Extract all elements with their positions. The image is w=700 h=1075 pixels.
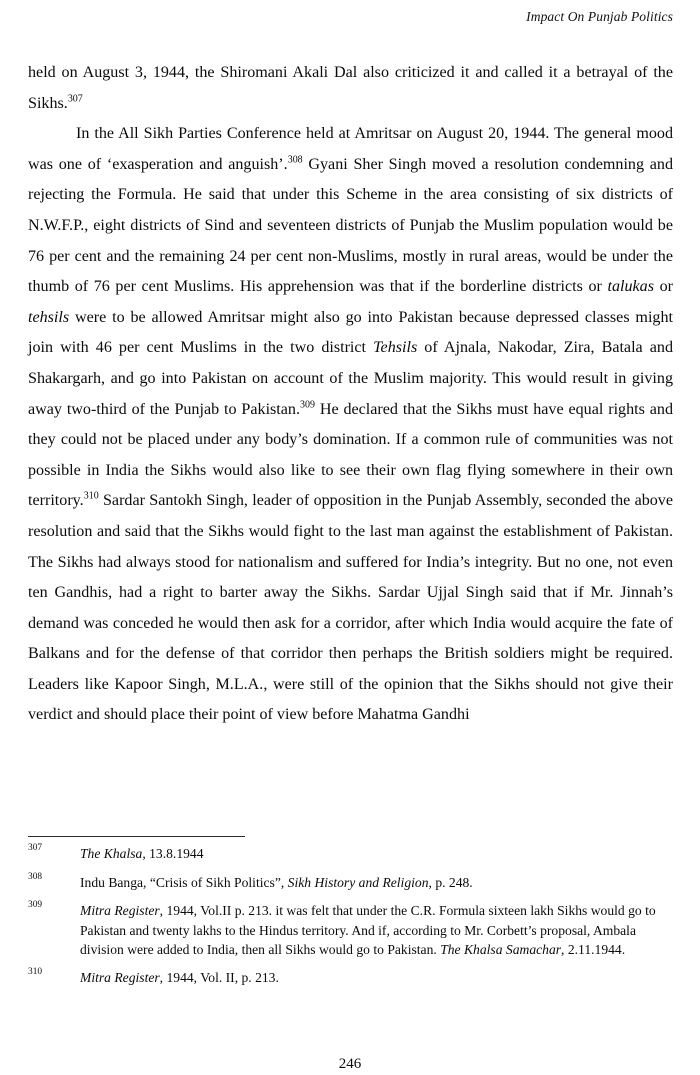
page-number: 246 xyxy=(338,1056,362,1072)
body-text xyxy=(28,58,673,731)
italic-term: Sikh History and Religion xyxy=(287,874,429,890)
text-run: He declared that the Sikhs must have equal rights and they could not be placed under any body’s domination. If a common rule of communities was not possible in India the Sikhs would also like to see their own flag flying somewhere in their own territory. xyxy=(28,400,673,510)
text-run: , 1944, Vol. II, p. 213. xyxy=(159,970,279,986)
footnote-text xyxy=(80,970,279,985)
italic-term: The Khalsa xyxy=(80,846,143,861)
footnote-list xyxy=(28,844,673,988)
footnote-number: 310 xyxy=(28,967,43,978)
footnote-number: 309 xyxy=(28,900,43,911)
italic-term: Mitra Register xyxy=(80,970,160,986)
footnote-text xyxy=(80,846,204,861)
footnote-text xyxy=(80,903,656,957)
italic-term: talukas xyxy=(607,278,654,296)
italic-term: Mitra Register xyxy=(80,903,160,919)
footnote-reference: 310 xyxy=(83,490,99,502)
text-run: or xyxy=(654,278,673,296)
text-run: Indu Banga, “Crisis of Sikh Politics”, xyxy=(80,874,288,890)
italic-term: The Khalsa Samachar xyxy=(440,942,562,957)
italic-term: tehsils xyxy=(28,308,70,326)
text-run: , 13.8.1944 xyxy=(142,846,204,861)
footnote-reference: 307 xyxy=(67,93,83,105)
footnote-item xyxy=(28,844,673,864)
text-run: were to be allowed Amritsar might also go into Pakistan because depressed classes might join with 46 per cent Muslims in the two district xyxy=(28,308,673,357)
footnote-reference: 308 xyxy=(287,154,303,166)
footnote-text xyxy=(80,875,473,890)
footnote-item xyxy=(28,873,673,893)
text-run: , 1944, Vol.II p. 213. it was felt that under the C.R. Formula sixteen lakh Sikhs would go to Pakistan and twenty lakhs to the Hindus territory. And if, according to Mr. Corbett’s proposal, Ambala division were added to India, then all Sikhs would go to Pakistan. xyxy=(80,903,656,957)
footnote-reference: 309 xyxy=(299,399,315,411)
footnotes-section xyxy=(28,836,673,997)
body-paragraph xyxy=(28,119,673,731)
text-run: , 2.11.1944. xyxy=(561,942,626,957)
running-header: Impact On Punjab Politics xyxy=(526,9,673,24)
text-run: of Ajnala, Nakodar, Zira, Batala and Shakargarh, and go into Pakistan on account of the Muslim majority. This would result in giving away two-third of the Punjab to Pakistan. xyxy=(28,339,673,418)
text-run: In the All Sikh Parties Conference held at Amritsar on August 20, 1944. The general mood was one of ‘exasperation and anguish’. xyxy=(28,125,673,173)
text-run: Sardar Santokh Singh, leader of opposition in the Punjab Assembly, seconded the above resolution and said that the Sikhs would fight to the last man against the establishment of Pakistan. The Sikhs had always stood for nationalism and suffered for India’s integrity. But no one, not even ten Gandhis, had a right to barter away the Sikhs. Sardar Ujjal Singh said that if Mr. Jinnah’s demand was conceded he would then ask for a corridor, after which India would acquire the fate of Balkans and for the defense of that corridor then perhaps the British soldiers might be required. Leaders like Kapoor Singh, M.L.A., were still of the opinion that the Sikhs should not give their verdict and should place their point of view before Mahatma Gandhi xyxy=(28,492,673,724)
footnote-separator-rule xyxy=(28,836,245,837)
text-run: held on August 3, 1944, the Shiromani Akali Dal also criticized it and called it a betrayal of the Sikhs. xyxy=(28,64,673,112)
footnote-item xyxy=(28,901,673,959)
footnote-number: 307 xyxy=(28,843,43,853)
text-run: Gyani Sher Singh moved a resolution condemning and rejecting the Formula. He said that under this Scheme in the area consisting of six districts of N.W.F.P., eight districts of Sind and seventeen districts of Punjab the Muslim population would be 76 per cent and the remaining 24 per cent non-Muslims, mostly in rural areas, would be under the thumb of 76 per cent Muslims. His apprehension was that if the borderline districts or xyxy=(28,155,673,296)
footnote-item xyxy=(28,968,673,988)
italic-term: Tehsils xyxy=(373,339,418,357)
footnote-number: 308 xyxy=(28,871,43,882)
text-run: , p. 248. xyxy=(428,874,473,890)
body-paragraph xyxy=(28,58,673,119)
